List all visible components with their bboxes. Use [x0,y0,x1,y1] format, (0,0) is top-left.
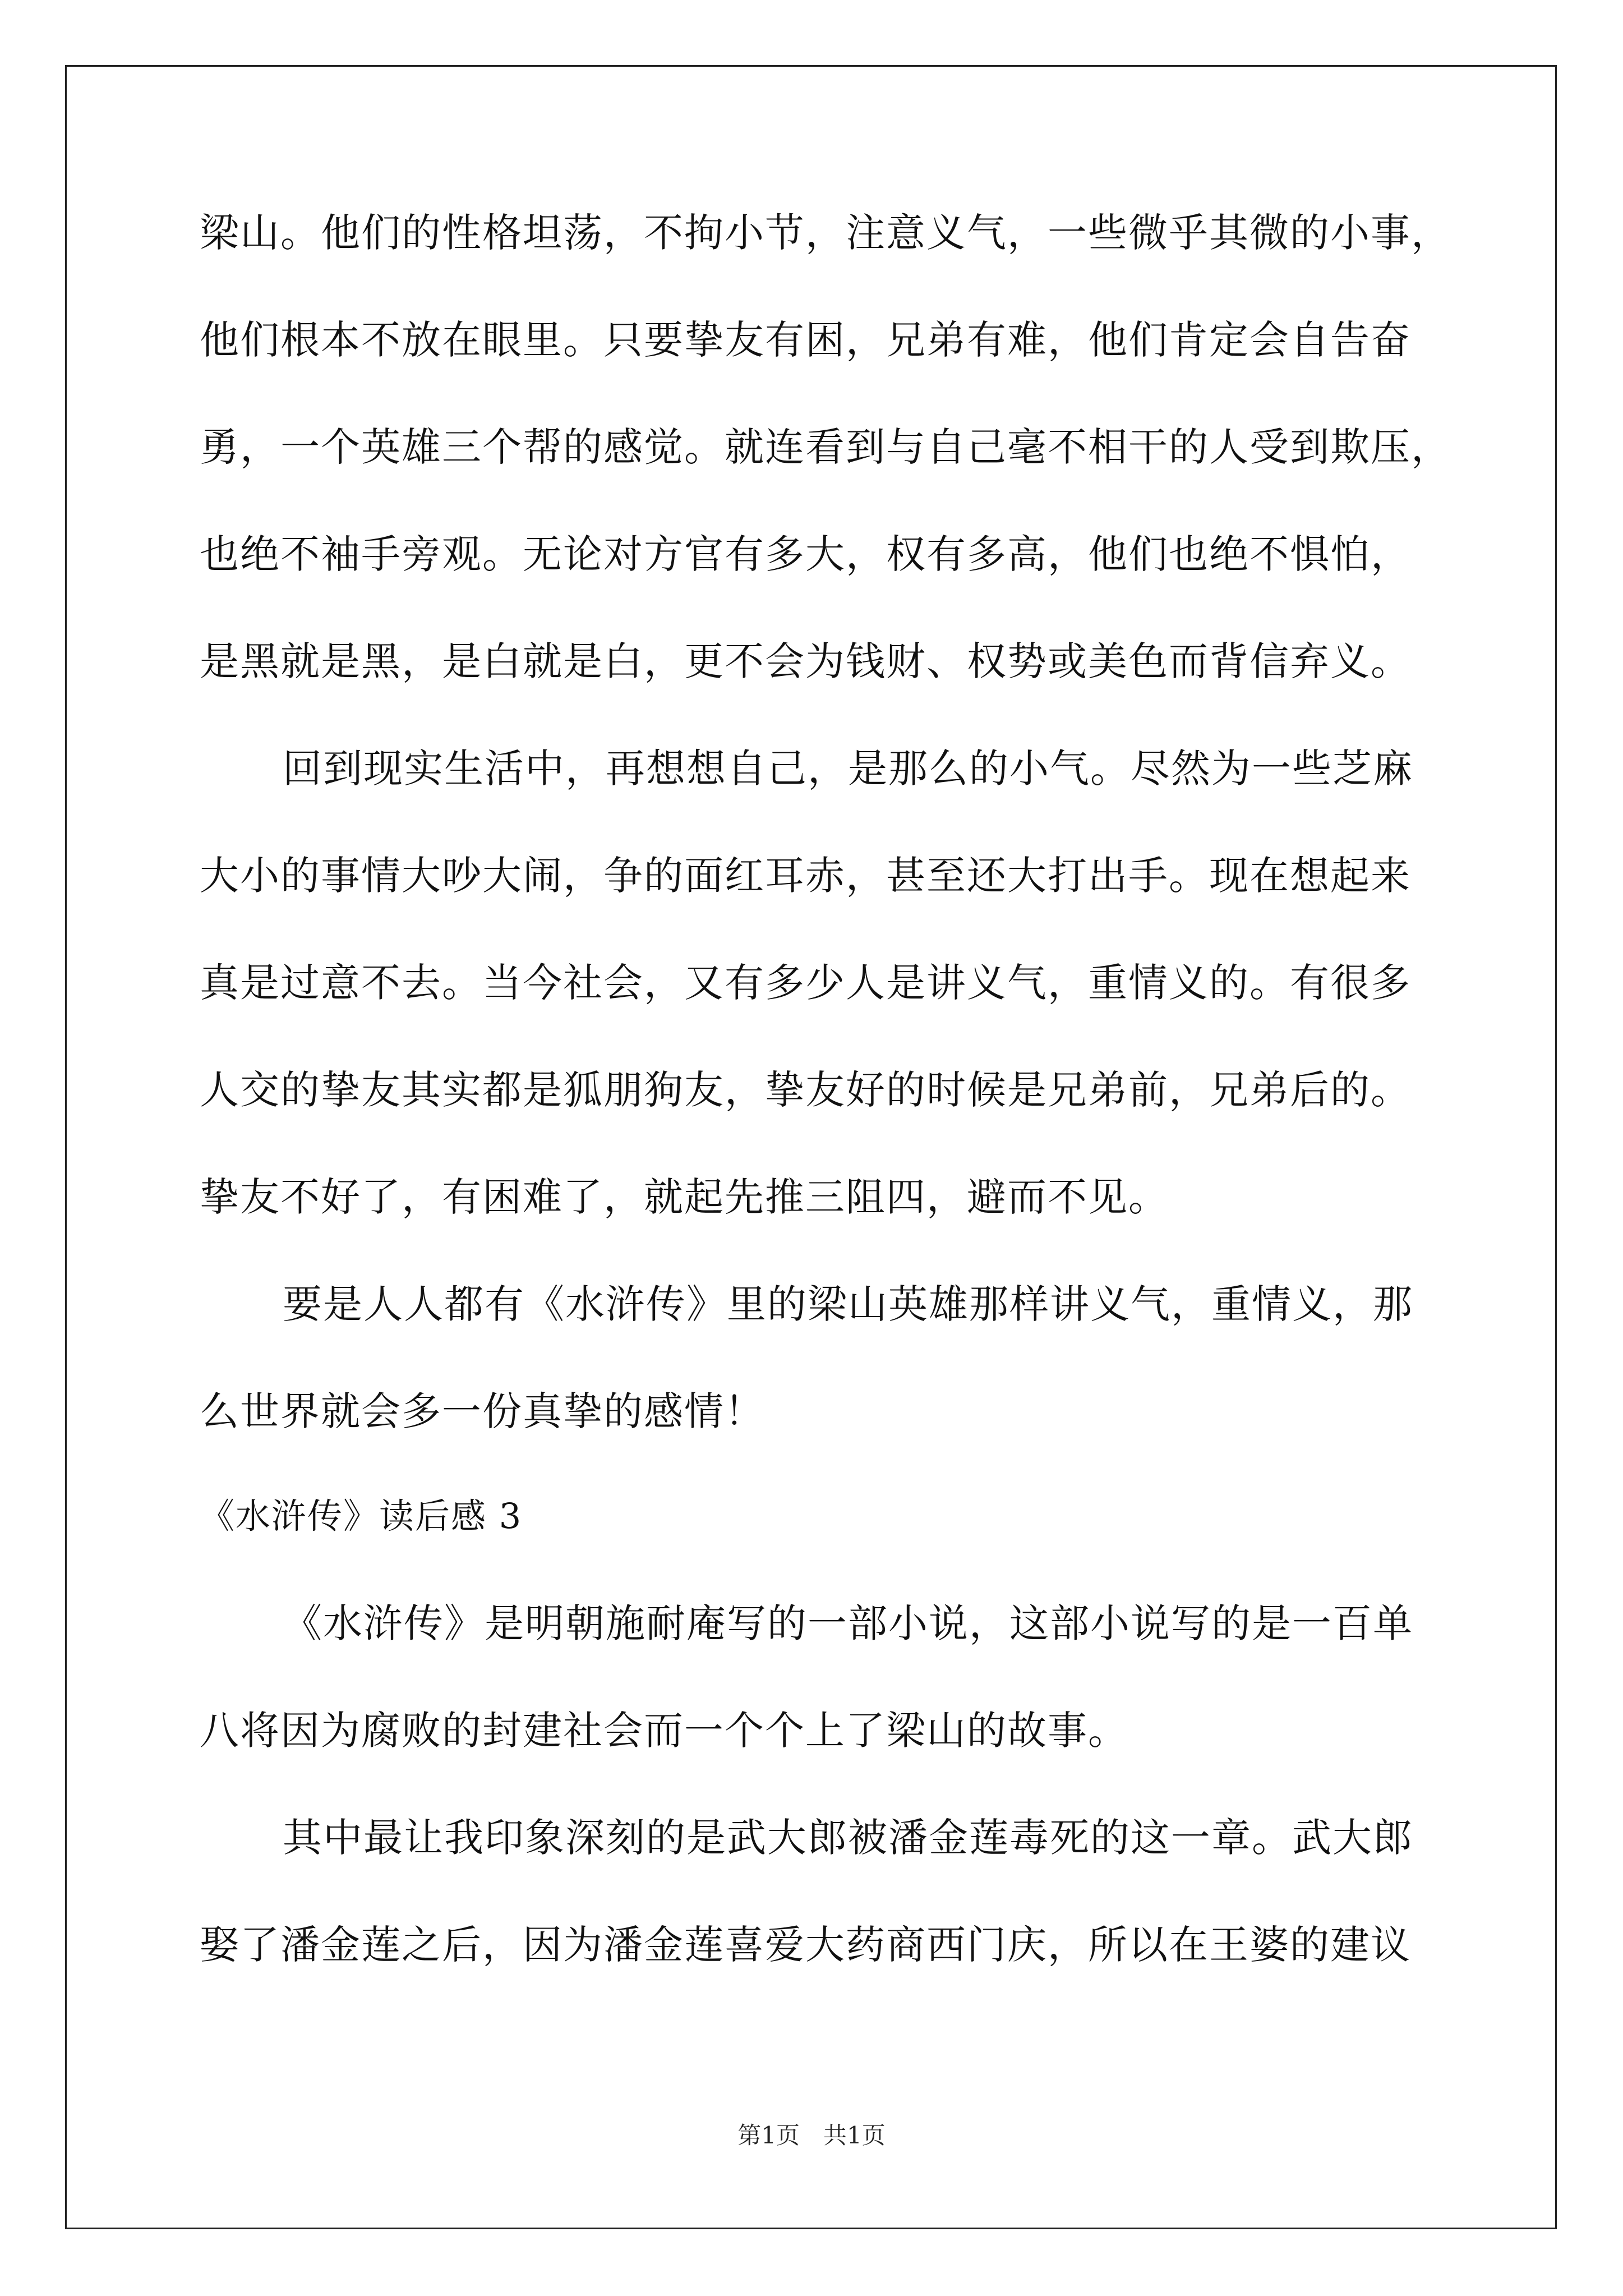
text-line: 他们根本不放在眼里。只要挚友有困，兄弟有难，他们肯定会自告奋 [200,317,1411,363]
text-line: 挚友不好了，有困难了，就起先推三阻四，避而不见。 [200,1174,1169,1220]
text-line: 八将因为腐败的封建社会而一个个上了梁山的故事。 [200,1708,1128,1754]
text-line: 大小的事情大吵大闹，争的面红耳赤，甚至还大打出手。现在想起来 [200,853,1411,899]
section-heading: 《水浒传》读后感 3 [200,1496,523,1536]
text-line: 人交的挚友其实都是狐朋狗友，挚友好的时候是兄弟前，兄弟后的。 [200,1067,1411,1113]
text-line: 梁山。他们的性格坦荡，不拘小节，注意义气，一些微乎其微的小事， [200,210,1451,256]
text-line: 勇，一个英雄三个帮的感觉。就连看到与自己毫不相干的人受到欺压， [200,424,1451,470]
page-number-footer: 第1页 共1页 [737,2122,886,2149]
paragraph-start-line: 其中最让我印象深刻的是武大郎被潘金莲毒死的这一章。武大郎 [283,1815,1413,1861]
paragraph-start-line: 《水浒传》是明朝施耐庵写的一部小说，这部小说写的是一百单 [283,1600,1413,1646]
text-line: 娶了潘金莲之后，因为潘金莲喜爱大药商西门庆，所以在王婆的建议 [200,1922,1411,1968]
text-line: 么世界就会多一份真挚的感情！ [200,1388,765,1434]
paragraph-start-line: 回到现实生活中，再想想自己，是那么的小气。尽然为一些芝麻 [283,746,1413,792]
paragraph-start-line: 要是人人都有《水浒传》里的梁山英雄那样讲义气，重情义，那 [283,1281,1413,1327]
text-line: 真是过意不去。当今社会，又有多少人是讲义气，重情义的。有很多 [200,960,1411,1006]
document-body [200,210,1451,2032]
text-line: 是黑就是黑，是白就是白，更不会为钱财、权势或美色而背信弃义。 [200,638,1411,684]
text-line: 也绝不袖手旁观。无论对方官有多大，权有多高，他们也绝不惧怕， [200,531,1411,577]
